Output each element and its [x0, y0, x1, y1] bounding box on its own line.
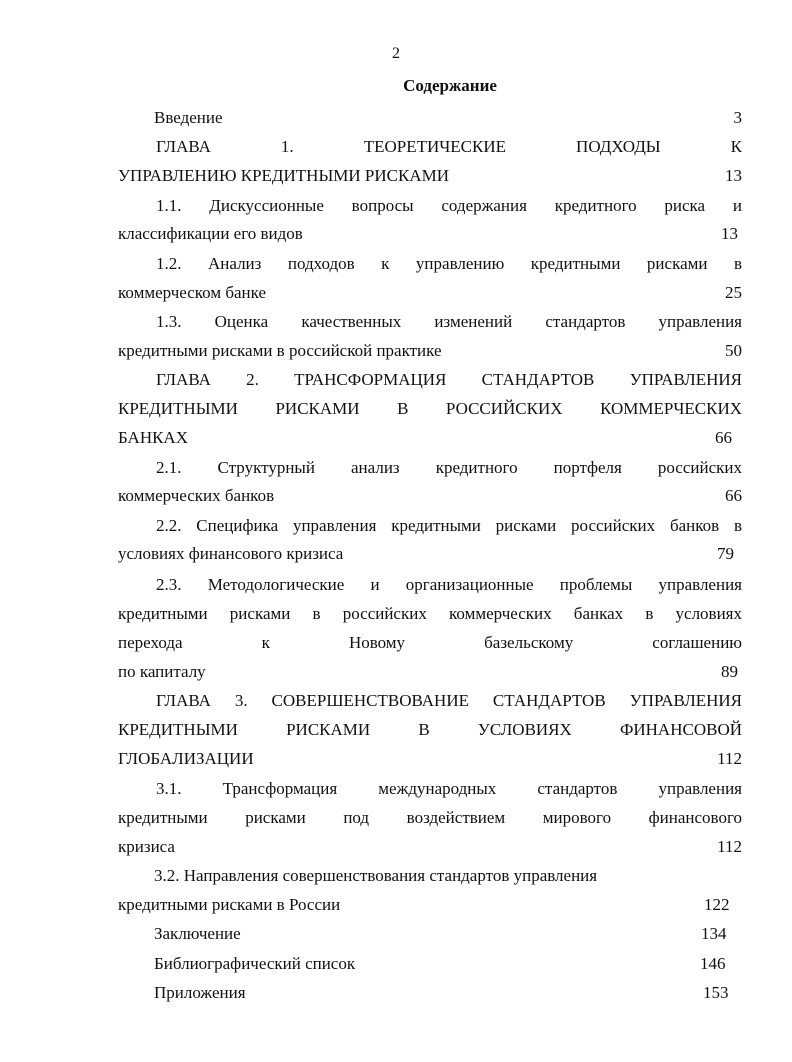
toc-page-number: 89: [721, 662, 738, 681]
toc-chapter-1-line-2: [118, 164, 742, 188]
toc-entry-appendices: [118, 981, 742, 1005]
page-title: Содержание: [403, 76, 497, 95]
toc-page-number: 13: [725, 166, 742, 185]
toc-entry-introduction: [118, 106, 742, 130]
toc-entry-label: Введение: [154, 108, 223, 127]
toc-section-2-3-line-4: [118, 660, 742, 684]
toc-section-3-1-line-2: кредитными рисками под воздействием мирового финансового: [118, 808, 742, 827]
toc-section-3-2-line-1: [154, 864, 742, 888]
toc-entry-label: коммерческих банков: [118, 486, 275, 505]
toc-section-1-3-line-1: 1.3. Оценка качественных изменений стандартов управления: [156, 312, 742, 331]
toc-entry-label: УПРАВЛЕНИЮ КРЕДИТНЫМИ РИСКАМИ: [118, 166, 450, 185]
toc-page-number: 146: [700, 954, 726, 973]
toc-chapter-3-line-3: [118, 747, 742, 771]
toc-page-number: 122: [704, 895, 730, 914]
toc-section-2-3-line-2: кредитными рисками в российских коммерческих банках в условиях: [118, 604, 742, 623]
toc-page-number: 153: [703, 983, 729, 1002]
toc-page-number: 112: [717, 749, 742, 768]
toc-section-2-2-line-1: 2.2. Специфика управления кредитными рисками российских банков в: [156, 516, 742, 535]
toc-entry-label: Библиографический список: [154, 954, 356, 973]
toc-section-1-2-line-1: 1.2. Анализ подходов к управлению кредитными рисками в: [156, 254, 742, 273]
toc-section-2-2-line-2: [118, 542, 742, 566]
toc-chapter-2-line-1: ГЛАВА 2. ТРАНСФОРМАЦИЯ СТАНДАРТОВ УПРАВЛЕНИЯ: [156, 370, 742, 389]
toc-section-3-1-line-3: [118, 835, 742, 859]
page-number: 2: [392, 45, 400, 62]
toc-entry-bibliography: [118, 952, 742, 976]
toc-section-3-1-line-1: 3.1. Трансформация международных стандартов управления: [156, 779, 742, 798]
toc-page-number: 50: [725, 341, 742, 360]
toc-entry-conclusion: [118, 922, 742, 946]
toc-chapter-1-line-1: ГЛАВА 1. ТЕОРЕТИЧЕСКИЕ ПОДХОДЫ К: [156, 137, 742, 156]
toc-entry-label: кредитными рисками в российской практике: [118, 341, 442, 360]
toc-page-number: 134: [701, 924, 727, 943]
toc-section-1-3-line-2: [118, 339, 742, 363]
toc-section-1-1-line-1: 1.1. Дискуссионные вопросы содержания кредитного риска и: [156, 196, 742, 215]
toc-chapter-2-line-3: [118, 426, 742, 450]
toc-entry-label: кризиса: [118, 837, 175, 856]
toc-section-1-1-line-2: [118, 222, 742, 246]
toc-page-number: 66: [715, 428, 732, 447]
toc-entry-label: БАНКАХ: [118, 428, 188, 447]
toc-entry-label: Приложения: [154, 983, 246, 1002]
toc-page-number: 25: [725, 283, 742, 302]
toc-page-number: 79: [717, 544, 734, 563]
toc-section-1-2-line-2: [118, 281, 742, 305]
toc-section-2-1-line-1: 2.1. Структурный анализ кредитного портфеля российских: [156, 458, 742, 477]
toc-chapter-3-line-1: ГЛАВА 3. СОВЕРШЕНСТВОВАНИЕ СТАНДАРТОВ УПРАВЛЕНИЯ: [156, 691, 742, 710]
toc-entry-label: условиях финансового кризиса: [118, 544, 344, 563]
toc-entry-label: Заключение: [154, 924, 241, 943]
toc-page-number: 66: [725, 486, 742, 505]
toc-chapter-2-line-2: КРЕДИТНЫМИ РИСКАМИ В РОССИЙСКИХ КОММЕРЧЕСКИХ: [118, 399, 742, 418]
toc-entry-label: кредитными рисками в России: [118, 895, 341, 914]
toc-entry-label: классификации его видов: [118, 224, 303, 243]
toc-entry-label: ГЛОБАЛИЗАЦИИ: [118, 749, 254, 768]
toc-section-2-1-line-2: [118, 484, 742, 508]
toc-chapter-3-line-2: КРЕДИТНЫМИ РИСКАМИ В УСЛОВИЯХ ФИНАНСОВОЙ: [118, 720, 742, 739]
toc-page-number: 3: [733, 108, 742, 127]
toc-section-2-3-line-1: 2.3. Методологические и организационные проблемы управления: [156, 575, 742, 594]
toc-section-2-3-line-3: перехода к Новому базельскому соглашению: [118, 633, 742, 652]
toc-entry-label: коммерческом банке: [118, 283, 267, 302]
toc-page-number: 112: [717, 837, 742, 856]
toc-entry-label: 3.2. Направления совершенствования стандартов управления: [154, 866, 598, 885]
toc-page-number: 13: [721, 224, 738, 243]
toc-entry-label: по капиталу: [118, 662, 206, 681]
toc-section-3-2-line-2: [118, 893, 742, 917]
